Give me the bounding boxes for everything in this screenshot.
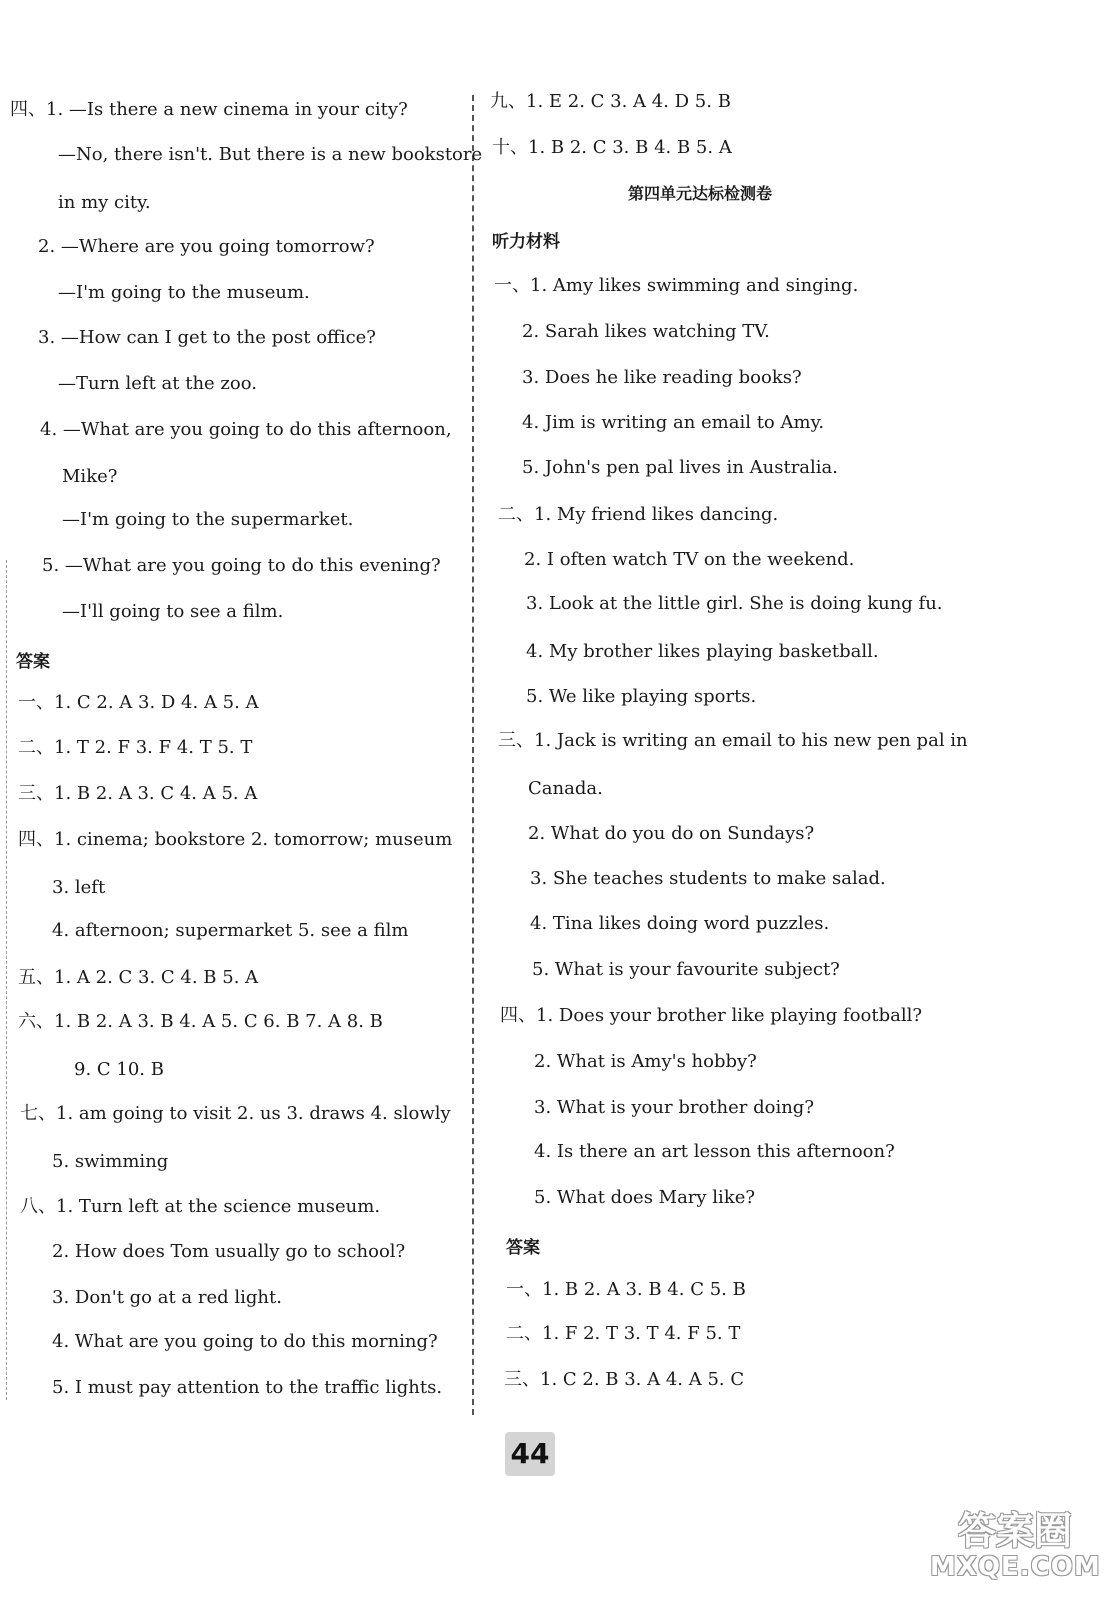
answer-line: 三、1. C 2. B 3. A 4. A 5. C xyxy=(504,1369,745,1390)
text-line: 三、1. Jack is writing an email to his new pen pal in xyxy=(498,730,968,751)
text-line: 四、1. —Is there a new cinema in your city? xyxy=(10,99,408,120)
text-line: —I'll going to see a film. xyxy=(62,601,284,622)
unit-test-title: 第四单元达标检测卷 xyxy=(628,184,773,203)
answer-line: 3. left xyxy=(52,877,106,898)
answer-line: 十、1. B 2. C 3. B 4. B 5. A xyxy=(492,137,732,158)
text-line: —Turn left at the zoo. xyxy=(58,373,257,394)
answer-line: 4. afternoon; supermarket 5. see a film xyxy=(52,920,409,941)
text-line: 3. Look at the little girl. She is doing kung fu. xyxy=(526,593,943,614)
text-line: 二、1. My friend likes dancing. xyxy=(498,504,779,525)
text-line: 5. What does Mary like? xyxy=(534,1187,756,1208)
text-line: —No, there isn't. But there is a new bookstore xyxy=(58,144,483,165)
answer-line: 四、1. cinema; bookstore 2. tomorrow; museum xyxy=(18,829,453,850)
text-line: Canada. xyxy=(528,778,603,799)
answer-line: 2. How does Tom usually go to school? xyxy=(52,1241,406,1262)
section-heading: 答案 xyxy=(506,1238,540,1258)
answer-line: 9. C 10. B xyxy=(74,1059,164,1080)
answer-line: 5. swimming xyxy=(52,1151,169,1172)
left-margin-dash xyxy=(6,560,7,1400)
answer-line: 5. I must pay attention to the traffic lights. xyxy=(52,1377,443,1398)
answer-line: 七、1. am going to visit 2. us 3. draws 4. slowly xyxy=(20,1103,451,1124)
answer-line: 六、1. B 2. A 3. B 4. A 5. C 6. B 7. A 8. B xyxy=(18,1011,383,1032)
text-line: in my city. xyxy=(58,192,151,213)
answer-line: 二、1. T 2. F 3. F 4. T 5. T xyxy=(18,737,253,758)
text-line: 5. John's pen pal lives in Australia. xyxy=(522,457,838,478)
answer-line: 4. What are you going to do this morning? xyxy=(52,1331,438,1352)
text-line: 四、1. Does your brother like playing football? xyxy=(500,1005,923,1026)
text-line: 2. What do you do on Sundays? xyxy=(528,823,815,844)
answer-line: 一、1. C 2. A 3. D 4. A 5. A xyxy=(18,692,259,713)
text-line: —I'm going to the supermarket. xyxy=(62,509,354,530)
watermark-text: 答案圈 xyxy=(957,1509,1072,1553)
text-line: 2. I often watch TV on the weekend. xyxy=(524,549,855,570)
page-number: 44 xyxy=(505,1432,555,1476)
text-line: 4. Is there an art lesson this afternoon? xyxy=(534,1141,895,1162)
answer-line: 一、1. B 2. A 3. B 4. C 5. B xyxy=(506,1279,746,1300)
column-divider xyxy=(472,95,474,1415)
text-line: 3. Does he like reading books? xyxy=(522,367,802,388)
text-line: 2. Sarah likes watching TV. xyxy=(522,321,770,342)
text-line: 一、1. Amy likes swimming and singing. xyxy=(494,275,859,296)
text-line: 4. —What are you going to do this afternoon, xyxy=(40,419,452,440)
text-line: —I'm going to the museum. xyxy=(58,282,310,303)
section-heading: 答案 xyxy=(16,652,50,672)
text-line: 5. We like playing sports. xyxy=(526,686,757,707)
text-line: 4. Jim is writing an email to Amy. xyxy=(522,412,825,433)
watermark-logo xyxy=(930,1500,1100,1590)
text-line: 2. What is Amy's hobby? xyxy=(534,1051,757,1072)
watermark-url: MXQE.COM xyxy=(930,1552,1101,1582)
text-line: 4. My brother likes playing basketball. xyxy=(526,641,879,662)
section-heading: 听力材料 xyxy=(492,232,560,252)
answer-line: 五、1. A 2. C 3. C 4. B 5. A xyxy=(18,967,259,988)
text-line: Mike? xyxy=(62,466,118,487)
text-line: 5. What is your favourite subject? xyxy=(532,959,840,980)
answer-line: 三、1. B 2. A 3. C 4. A 5. A xyxy=(18,783,258,804)
answer-line: 3. Don't go at a red light. xyxy=(52,1287,282,1308)
answer-line: 九、1. E 2. C 3. A 4. D 5. B xyxy=(490,91,731,112)
text-line: 5. —What are you going to do this evening? xyxy=(42,555,441,576)
answer-line: 八、1. Turn left at the science museum. xyxy=(20,1196,381,1217)
text-line: 2. —Where are you going tomorrow? xyxy=(38,236,375,257)
text-line: 3. —How can I get to the post office? xyxy=(38,327,376,348)
answer-line: 二、1. F 2. T 3. T 4. F 5. T xyxy=(506,1323,741,1344)
text-line: 3. She teaches students to make salad. xyxy=(530,868,886,889)
text-line: 3. What is your brother doing? xyxy=(534,1097,814,1118)
text-line: 4. Tina likes doing word puzzles. xyxy=(530,913,830,934)
